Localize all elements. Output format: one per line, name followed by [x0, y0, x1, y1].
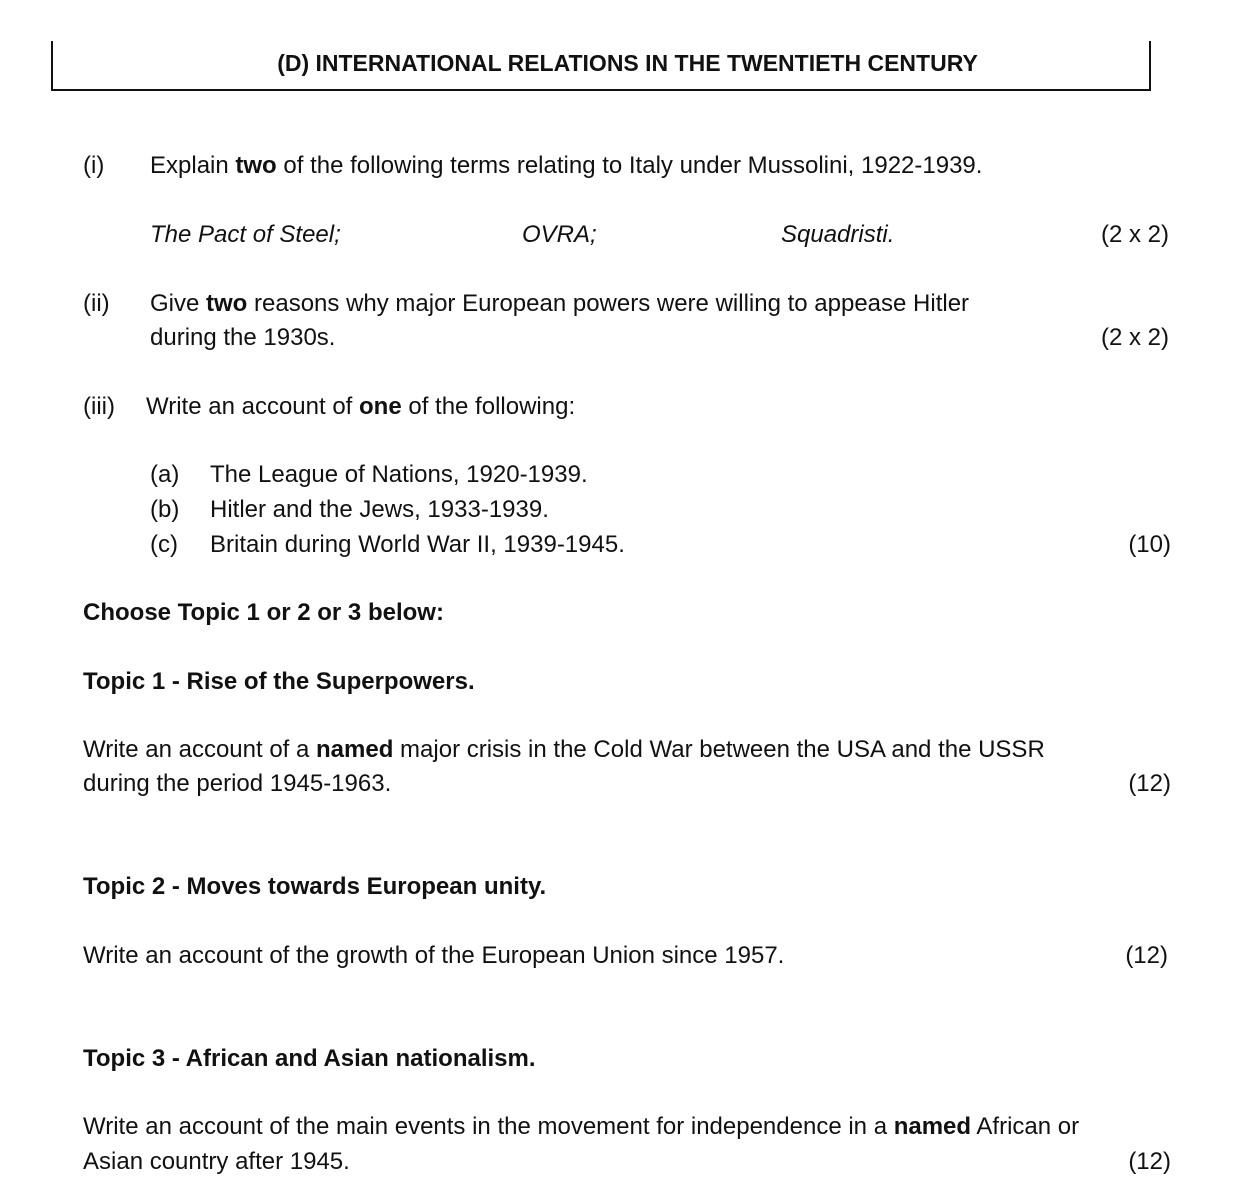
topic2-heading: Topic 2 - Moves towards European unity.	[83, 873, 547, 900]
q3-option-label: (a)	[150, 461, 180, 488]
topic3-marks: (12)	[1128, 1148, 1171, 1175]
topic1-marks: (12)	[1128, 770, 1171, 797]
q3-option-text: Hitler and the Jews, 1933-1939.	[210, 496, 549, 523]
topic1-text-line2: during the period 1945-1963.	[83, 770, 392, 797]
topic3-text: Write an account of the main events in the movement for independence in a named African or	[83, 1113, 1080, 1140]
q3-marks: (10)	[1128, 531, 1171, 558]
topic3-heading: Topic 3 - African and Asian nationalism.	[83, 1045, 536, 1072]
q3-text: Write an account of one of the following:	[146, 393, 576, 420]
q3-option-text: Britain during World War II, 1939-1945.	[210, 531, 625, 558]
q1-term: The Pact of Steel;	[150, 221, 341, 248]
choose-instruction: Choose Topic 1 or 2 or 3 below:	[83, 599, 444, 626]
q2-number: (ii)	[83, 290, 110, 317]
q3-option-label: (b)	[150, 496, 180, 523]
q1-term: OVRA;	[522, 221, 597, 248]
topic1-heading: Topic 1 - Rise of the Superpowers.	[83, 668, 475, 695]
topic2-marks: (12)	[1125, 942, 1168, 969]
q3-option-text: The League of Nations, 1920-1939.	[210, 461, 588, 488]
q1-text: Explain two of the following terms relating to Italy under Mussolini, 1922-1939.	[150, 152, 983, 179]
q1-term: Squadristi.	[781, 221, 895, 248]
section-title: (D) INTERNATIONAL RELATIONS IN THE TWENTIETH CENTURY	[277, 50, 978, 76]
topic3-text-line2: Asian country after 1945.	[83, 1148, 350, 1175]
q3-number: (iii)	[83, 393, 115, 420]
q1-marks: (2 x 2)	[1100, 221, 1169, 248]
q3-option-label: (c)	[150, 531, 178, 558]
topic2-text: Write an account of the growth of the European Union since 1957.	[83, 942, 785, 969]
topic1-text: Write an account of a named major crisis in the Cold War between the USA and the USSR	[83, 736, 1045, 763]
q2-marks: (2 x 2)	[1100, 324, 1169, 351]
q1-number: (i)	[83, 152, 105, 179]
q2-text-line2: during the 1930s.	[150, 324, 336, 351]
q2-text: Give two reasons why major European powers were willing to appease Hitler	[150, 290, 970, 317]
